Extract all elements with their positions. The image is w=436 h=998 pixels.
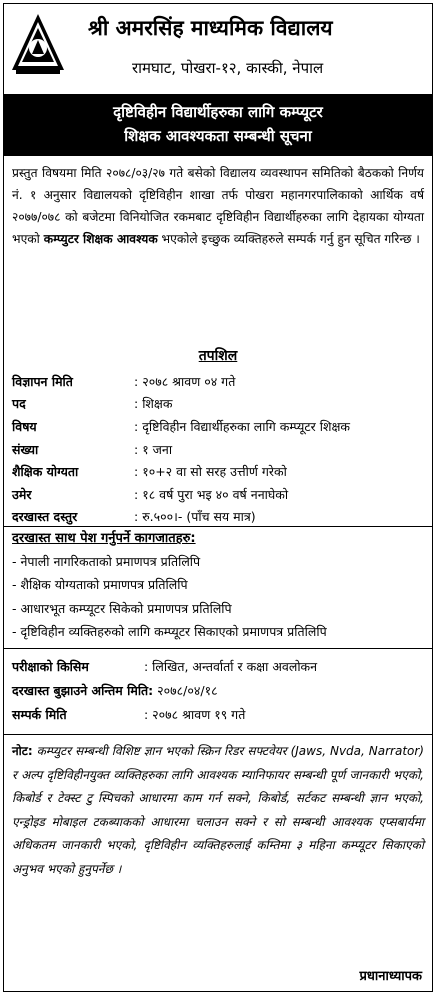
header: [4, 4, 432, 96]
details-label: शैक्षिक योग्यता: [12, 464, 79, 480]
details-row: [12, 460, 350, 483]
divider-line: [4, 648, 432, 649]
contact-date-label: सम्पर्क मिति: [12, 707, 67, 722]
divider-line: [4, 526, 432, 527]
details-value: : रु.५००।- (पाँच सय मात्र): [134, 509, 256, 525]
school-name: श्री अमरसिंह माध्यमिक विद्यालय: [88, 16, 333, 40]
exam-type-label: परीक्षाको किसिम: [12, 659, 89, 674]
details-label: पद: [12, 396, 26, 412]
school-logo-icon: [10, 12, 66, 76]
details-label: विषय: [12, 418, 37, 434]
exam-type-value: : लिखित, अन्तर्वार्ता र कक्षा अवलोकन: [144, 659, 318, 674]
notice-title-line1: दृष्टिविहीन विद्यार्थीहरुका लागि कम्प्यूटर: [113, 103, 323, 121]
deadline: [12, 682, 218, 699]
details-value: : १०+२ वा सो सरह उत्तीर्ण गरेको: [134, 464, 287, 480]
details-label: संख्या: [12, 441, 39, 457]
documents-title: दरखास्त साथ पेश गर्नुपर्ने कागजातहरु:: [12, 531, 196, 546]
details-row: [12, 415, 350, 438]
documents-list: [12, 550, 327, 643]
deadline-value: २०७८/०४/१८: [153, 683, 218, 698]
note-text: कम्प्युटर सम्बन्धी विशिष्ट ज्ञान भएको स्क्रिन रिडर सफ्टवेयर (Jaws, Nvda, Narrator) र अल्प दृष्टिविहीनयुक्त व्यक्तिहरुका लागि आवश्यक म्यानिफायर सम्बन्धी पूर्ण जानकारी भएको, किबोर्ड र टेक्स्ट टु स्पिचको आधारमा काम गर्न सक्ने, किबोर्ड, सर्टकट सम्बन्धी ज्ञान भएको, एन्ड्रोइड मोबाइल टकब्याकको आधारमा चलाउन सक्ने र सो सम्बन्धी आवश्यक एप्सबार्यमा अधिकतम जानकारी भएको, दृष्टिविहीन व्यक्तिहरुलाई कम्तिमा ३ महिना कम्प्यूटर सिकाएको अनुभव भएको हुनुपर्नेछ ।: [12, 744, 424, 876]
details-value: : शिक्षक: [134, 396, 173, 412]
list-item: - नेपाली नागरिकताको प्रमाणपत्र प्रतिलिपि: [12, 550, 327, 573]
list-item: - शैक्षिक योग्यताको प्रमाणपत्र प्रतिलिपि: [12, 573, 327, 596]
details-row: [12, 370, 350, 393]
details-table: [12, 370, 350, 528]
details-value: : १८ वर्ष पुरा भइ ४० वर्ष ननाघेको: [134, 486, 289, 502]
list-item: - दृष्टिविहीन व्यक्तिहरुको लागि कम्प्यूटर सिकाएको प्रमाणपत्र प्रतिलिपि: [12, 620, 327, 643]
intro-text-after: भएकोले इच्छुक व्यक्तिहरुले सम्पर्क गर्नु हुन सूचित गरिन्छ ।: [157, 232, 420, 246]
contact-date: [12, 706, 245, 723]
exam-type: [12, 658, 317, 675]
details-row: [12, 393, 350, 416]
signature-title: प्रधानाध्यापक: [359, 969, 422, 984]
intro-text-before: प्रस्तुत विषयमा मिति २०७८/०३/२७ गते बसेको विद्यालय व्यवस्थापन समितिको बैठकको निर्णय नं. १ अनुसार विद्यालयको दृष्टिविहीन शाखा तर्फ पोखरा महानगरपालिकाको आर्थिक वर्ष २०७७/०७८ को बजेटमा विनियोजित रकमबाट दृष्टिविहीन विद्यार्थीहरुका लागि देहायका योग्यता भएको: [12, 166, 424, 246]
details-value: : १ जना: [134, 441, 173, 457]
details-label: उमेर: [12, 486, 32, 502]
details-label: दरखास्त दस्तुर: [12, 509, 78, 525]
details-label: विज्ञापन मिति: [12, 373, 73, 389]
notice-title-banner: [4, 94, 432, 156]
divider-line: [4, 734, 432, 735]
list-item: - आधारभूत कम्प्यूटर सिकेको प्रमाणपत्र प्रतिलिपि: [12, 597, 327, 620]
contact-date-value: : २०७८ श्रावण १९ गते: [144, 707, 246, 722]
notice-title-line2: शिक्षक आवश्यकता सम्बन्धी सूचना: [124, 127, 312, 145]
note-label: नोट:: [12, 744, 33, 758]
intro-bold-text: कम्प्युटर शिक्षक आवश्यक: [43, 232, 158, 246]
school-address: रामघाट, पोखरा-१२, कास्की, नेपाल: [132, 59, 324, 77]
deadline-label: दरखास्त बुझाउने अन्तिम मिति:: [12, 683, 154, 698]
details-row: [12, 438, 350, 461]
details-heading: तपशिल: [198, 348, 238, 364]
note-paragraph: [12, 740, 424, 881]
details-row: [12, 483, 350, 506]
details-row: [12, 506, 350, 529]
notice-page: [3, 3, 433, 992]
details-value: : दृष्टिविहीन विद्यार्थीहरुका लागि कम्प्यूटर शिक्षक: [134, 418, 351, 434]
intro-paragraph: [12, 162, 424, 250]
details-value: : २०७८ श्रावण ०४ गते: [134, 373, 236, 389]
